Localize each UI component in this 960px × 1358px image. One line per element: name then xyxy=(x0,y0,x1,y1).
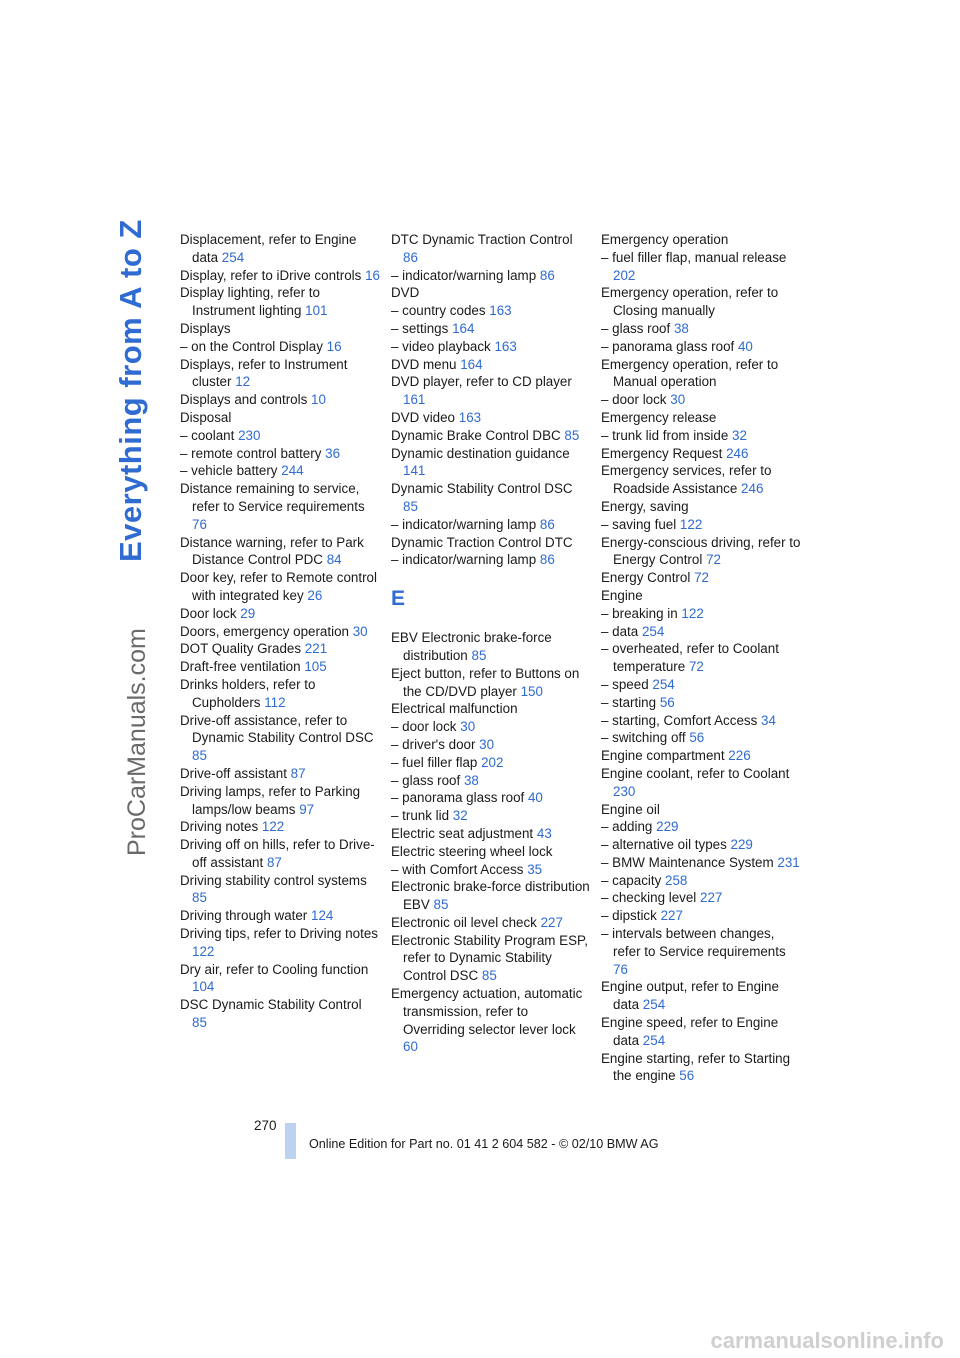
index-entry xyxy=(601,338,801,356)
index-entry xyxy=(391,700,591,718)
index-entry-text: – data xyxy=(601,623,639,639)
page-reference-link[interactable]: 86 xyxy=(539,267,555,283)
index-entry-text: Emergency operation xyxy=(601,232,729,247)
page-reference-link[interactable]: 34 xyxy=(761,712,776,728)
index-entry xyxy=(391,736,591,754)
index-entry-text: – remote control battery xyxy=(180,445,322,461)
index-entry-text: Engine coolant, refer to Coolant xyxy=(601,765,790,781)
index-entry-text: – video playback xyxy=(391,338,491,354)
index-entry xyxy=(180,996,380,1032)
index-entry xyxy=(180,480,380,533)
index-entry-text: DVD player, refer to CD player xyxy=(391,374,572,390)
index-entry xyxy=(391,861,591,879)
page-reference-link[interactable]: 76 xyxy=(192,516,207,532)
index-entry-text: Energy-conscious driving, refer to Energy Control xyxy=(601,534,801,568)
index-entry-text: – intervals between changes, refer to Service requirements xyxy=(601,926,786,959)
index-entry-text: – panorama glass roof xyxy=(391,790,525,806)
index-entry-text: – fuel filler flap xyxy=(391,754,478,770)
page-reference-link[interactable]: 112 xyxy=(264,694,286,710)
page-reference-link[interactable]: 85 xyxy=(192,748,207,764)
page-reference-link[interactable]: 85 xyxy=(433,897,449,913)
page-reference-link[interactable]: 56 xyxy=(689,730,705,746)
index-entry-text: DTC Dynamic Traction Control xyxy=(391,232,573,247)
index-entry xyxy=(601,498,801,516)
page-reference-link[interactable]: 76 xyxy=(613,961,628,977)
page-reference-link[interactable]: 161 xyxy=(403,392,426,408)
index-entry-text: – alternative oil types xyxy=(601,837,727,853)
index-entry xyxy=(601,462,801,498)
index-entry-text: Dynamic Brake Control DBC xyxy=(391,427,561,443)
index-entry xyxy=(601,694,801,712)
index-entry xyxy=(601,907,801,925)
index-entry xyxy=(601,747,801,765)
index-entry xyxy=(180,640,380,658)
page-reference-link[interactable]: 35 xyxy=(527,861,543,877)
index-entry xyxy=(601,889,801,907)
index-entry xyxy=(391,754,591,772)
index-entry-text: – indicator/warning lamp xyxy=(391,516,537,532)
index-entry-text: Dynamic Stability Control DSC xyxy=(391,481,573,497)
index-entry-text: – vehicle battery xyxy=(180,463,278,479)
index-entry xyxy=(601,872,801,890)
index-entry-text: Driving stability control systems xyxy=(180,872,367,888)
index-entry xyxy=(601,534,801,570)
index-entry xyxy=(180,872,380,908)
index-entry-text: Displacement, refer to Engine data xyxy=(180,232,357,265)
index-entry-text: – adding xyxy=(601,819,653,835)
index-column-3 xyxy=(601,231,801,1085)
index-entry xyxy=(391,445,591,481)
index-entry xyxy=(601,836,801,854)
index-entry xyxy=(391,772,591,790)
index-entry-text: – panorama glass roof xyxy=(601,338,735,354)
index-entry xyxy=(180,534,380,570)
index-entry-text: – driver's door xyxy=(391,736,476,752)
sidebar-site-name: ProCarManuals.com xyxy=(123,628,151,856)
page-reference-link[interactable]: 258 xyxy=(665,872,688,888)
index-entry-text: Drinks holders, refer to Cupholders xyxy=(180,676,316,710)
index-entry xyxy=(391,231,591,267)
index-entry xyxy=(391,825,591,843)
index-entry xyxy=(601,320,801,338)
index-entry xyxy=(601,356,801,392)
index-entry xyxy=(601,445,801,463)
page-reference-link[interactable]: 101 xyxy=(305,303,328,319)
page-reference-link[interactable]: 32 xyxy=(732,427,747,443)
index-entry-text: – overheated, refer to Coolant temperature xyxy=(601,641,779,675)
page-reference-link[interactable]: 163 xyxy=(489,303,512,319)
index-entry-text: Driving off on hills, refer to Drive-off assistant xyxy=(180,837,375,870)
page-reference-link[interactable]: 32 xyxy=(452,808,468,824)
page-reference-link[interactable]: 86 xyxy=(403,249,418,265)
index-entry xyxy=(601,676,801,694)
index-entry-text: – indicator/warning lamp xyxy=(391,552,537,568)
page-reference-link[interactable]: 40 xyxy=(527,790,543,806)
index-letter-heading: E xyxy=(391,587,406,611)
index-entry-text: Door lock xyxy=(180,605,237,621)
page-reference-link[interactable]: 229 xyxy=(730,837,753,853)
index-entry xyxy=(601,587,801,605)
index-entry xyxy=(391,356,591,374)
page-reference-link[interactable]: 122 xyxy=(261,819,285,835)
page-reference-link[interactable]: 231 xyxy=(777,854,800,870)
index-entry-text: – switching off xyxy=(601,730,686,746)
page-reference-link[interactable]: 86 xyxy=(539,552,555,568)
index-entry-text: Displays xyxy=(180,320,231,336)
page-reference-link[interactable]: 141 xyxy=(403,463,426,479)
index-entry-text: – coolant xyxy=(180,427,235,443)
index-entry-text: – speed xyxy=(601,676,649,692)
page-reference-link[interactable]: 85 xyxy=(471,647,487,663)
index-entry xyxy=(180,284,380,320)
index-entry-text: – saving fuel xyxy=(601,516,677,532)
index-entry xyxy=(601,925,801,978)
index-entry xyxy=(391,718,591,736)
page-reference-link[interactable]: 104 xyxy=(192,979,215,995)
index-entry xyxy=(180,623,380,641)
page-reference-link[interactable]: 85 xyxy=(564,427,580,443)
index-entry-text: Emergency actuation, automatic transmission, refer to Overriding selector lever lock xyxy=(391,986,583,1037)
index-entry-text: Engine xyxy=(601,587,643,603)
index-entry xyxy=(391,409,591,427)
index-entry xyxy=(391,534,591,552)
index-entry xyxy=(180,676,380,712)
page-reference-link[interactable]: 16 xyxy=(365,267,380,283)
index-entry-text: DSC Dynamic Stability Control xyxy=(180,997,362,1013)
index-entry xyxy=(601,712,801,730)
page-reference-link[interactable]: 164 xyxy=(460,356,483,372)
index-entry-text: Draft-free ventilation xyxy=(180,659,301,675)
index-entry xyxy=(391,284,591,302)
page-reference-link[interactable]: 246 xyxy=(741,481,764,497)
index-entry-text: Emergency services, refer to Roadside Assistance xyxy=(601,463,772,497)
index-entry-text: Emergency operation, refer to Manual operation xyxy=(601,356,779,390)
index-entry xyxy=(180,925,380,961)
index-entry-text: – breaking in xyxy=(601,605,678,621)
index-entry xyxy=(180,356,380,392)
index-entry-text: Engine speed, refer to Engine data xyxy=(601,1015,779,1048)
index-entry-text: Driving through water xyxy=(180,908,308,924)
page-reference-link[interactable]: 244 xyxy=(281,463,304,479)
index-entry xyxy=(601,284,801,320)
page-reference-link[interactable]: 163 xyxy=(458,409,482,425)
index-entry-text: Electronic oil level check xyxy=(391,914,537,930)
page-reference-link[interactable]: 56 xyxy=(679,1068,695,1084)
index-entry-text: Engine output, refer to Engine data xyxy=(601,979,779,1013)
index-entry xyxy=(180,765,380,783)
index-entry xyxy=(601,569,801,587)
page-reference-link[interactable]: 72 xyxy=(706,552,721,568)
index-entry xyxy=(601,516,801,534)
index-entry-text: – checking level xyxy=(601,890,697,906)
page-reference-link[interactable]: 30 xyxy=(352,623,368,639)
index-entry xyxy=(601,765,801,801)
index-entry xyxy=(180,818,380,836)
index-entry-text: Dry air, refer to Cooling function xyxy=(180,961,369,977)
index-entry-text: – starting, Comfort Access xyxy=(601,712,758,728)
index-entry-text: Dynamic destination guidance xyxy=(391,445,570,461)
index-entry-text: – glass roof xyxy=(391,772,461,788)
index-entry xyxy=(601,391,801,409)
page-reference-link[interactable]: 227 xyxy=(660,908,683,924)
index-entry-text: Distance warning, refer to Park Distance Control PDC xyxy=(180,534,364,568)
index-entry-text: – indicator/warning lamp xyxy=(391,267,537,283)
page-reference-link[interactable]: 122 xyxy=(679,516,703,532)
index-entry-text: DVD xyxy=(391,285,420,301)
index-entry-text: Driving notes xyxy=(180,819,259,835)
index-entry xyxy=(180,907,380,925)
page-reference-link[interactable]: 84 xyxy=(326,552,342,568)
index-entry xyxy=(601,854,801,872)
index-entry xyxy=(180,409,380,427)
index-entry-text: Driving tips, refer to Driving notes xyxy=(180,926,378,942)
page-reference-link[interactable]: 86 xyxy=(539,516,555,532)
index-entry xyxy=(601,427,801,445)
index-entry xyxy=(601,1014,801,1050)
page-reference-link[interactable]: 85 xyxy=(192,890,207,906)
index-entry xyxy=(391,665,591,701)
footer-accent-bar xyxy=(285,1123,296,1159)
index-entry-text: Emergency operation, refer to Closing manually xyxy=(601,285,779,319)
index-entry xyxy=(180,445,380,463)
footer-edition-text: Online Edition for Part no. 01 41 2 604 582 - © 02/10 BMW AG xyxy=(309,1137,659,1151)
page-reference-link[interactable]: 97 xyxy=(299,801,315,817)
index-entry xyxy=(601,729,801,747)
index-entry-text: DVD video xyxy=(391,409,456,425)
index-column-2 xyxy=(391,231,591,1056)
page-reference-link[interactable]: 254 xyxy=(652,676,675,692)
index-entry xyxy=(601,801,801,819)
page-reference-link[interactable]: 12 xyxy=(235,374,251,390)
page-reference-link[interactable]: 40 xyxy=(737,338,753,354)
page-reference-link[interactable]: 30 xyxy=(479,736,495,752)
page-reference-link[interactable]: 72 xyxy=(694,570,709,586)
index-entry xyxy=(391,480,591,516)
index-entry xyxy=(601,605,801,623)
index-entry xyxy=(180,338,380,356)
index-entry xyxy=(601,818,801,836)
page-reference-link[interactable]: 254 xyxy=(221,249,245,265)
page-reference-link[interactable]: 56 xyxy=(659,694,675,710)
page-reference-link[interactable]: 202 xyxy=(481,754,504,770)
index-entry-text: – on the Control Display xyxy=(180,338,323,354)
index-entry xyxy=(601,978,801,1014)
page-reference-link[interactable]: 254 xyxy=(642,1032,666,1048)
index-entry xyxy=(601,249,801,285)
index-entry-text: Drive-off assistance, refer to Dynamic Stability Control DSC xyxy=(180,712,374,746)
page-reference-link[interactable]: 38 xyxy=(463,772,479,788)
page-reference-link[interactable]: 254 xyxy=(642,997,666,1013)
index-entry-text: – door lock xyxy=(391,719,457,735)
index-entry xyxy=(391,629,591,665)
index-entry xyxy=(180,231,380,267)
index-entry xyxy=(180,462,380,480)
index-entry-text: Energy, saving xyxy=(601,498,689,514)
index-entry xyxy=(601,409,801,427)
page-reference-link[interactable]: 230 xyxy=(613,783,636,799)
page-reference-link[interactable]: 85 xyxy=(192,1015,207,1031)
page-reference-link[interactable]: 43 xyxy=(536,825,552,841)
page-reference-link[interactable]: 221 xyxy=(304,641,328,657)
index-entry-text: DOT Quality Grades xyxy=(180,641,302,657)
index-entry xyxy=(601,1050,801,1086)
index-entry-text: – door lock xyxy=(601,392,667,408)
index-entry-text: – trunk lid xyxy=(391,808,450,824)
index-entry-text: Engine compartment xyxy=(601,748,725,764)
page-reference-link[interactable]: 150 xyxy=(520,683,543,699)
index-column-1 xyxy=(180,231,380,1032)
page-reference-link[interactable]: 85 xyxy=(481,968,497,984)
page-reference-link[interactable]: 202 xyxy=(613,267,636,283)
page-reference-link[interactable]: 230 xyxy=(238,427,261,443)
page-reference-link[interactable]: 30 xyxy=(670,392,686,408)
index-entry xyxy=(180,961,380,997)
index-entry-text: Driving lamps, refer to Parking lamps/low beams xyxy=(180,783,361,817)
index-entry-text: Dynamic Traction Control DTC xyxy=(391,534,573,550)
index-entry-text: – with Comfort Access xyxy=(391,861,524,877)
page-reference-link[interactable]: 87 xyxy=(290,765,306,781)
page-reference-link[interactable]: 226 xyxy=(728,748,751,764)
page-reference-link[interactable]: 85 xyxy=(403,498,418,514)
page-reference-link[interactable]: 164 xyxy=(452,320,475,336)
index-entry-text: Display lighting, refer to Instrument lighting xyxy=(180,285,320,319)
index-entry-text: Emergency release xyxy=(601,409,717,425)
page-reference-link[interactable]: 72 xyxy=(688,659,704,675)
index-entry xyxy=(391,516,591,534)
page-reference-link[interactable]: 30 xyxy=(460,719,476,735)
index-entry-text: Displays and controls xyxy=(180,392,308,408)
page-reference-link[interactable]: 229 xyxy=(656,819,679,835)
index-entry xyxy=(180,391,380,409)
index-entry xyxy=(391,427,591,445)
index-entry xyxy=(391,267,591,285)
index-entry-text: – BMW Maintenance System xyxy=(601,854,774,870)
index-entry xyxy=(391,373,591,409)
index-entry xyxy=(391,914,591,932)
index-entry-text: Electrical malfunction xyxy=(391,701,518,717)
index-entry xyxy=(391,985,591,1056)
page-reference-link[interactable]: 124 xyxy=(311,908,334,924)
index-entry xyxy=(391,302,591,320)
index-entry-text: EBV Electronic brake-force distribution xyxy=(391,630,552,663)
index-entry-text: Displays, refer to Instrument cluster xyxy=(180,356,348,390)
index-entry-text: Display, refer to iDrive controls xyxy=(180,267,362,283)
page-reference-link[interactable]: 36 xyxy=(325,445,341,461)
index-entry-text: Distance remaining to service, refer to Service requirements xyxy=(180,481,365,514)
index-entry-text: – dipstick xyxy=(601,908,657,924)
index-entry-text: Doors, emergency operation xyxy=(180,623,349,639)
index-entry xyxy=(601,231,801,249)
index-entry xyxy=(391,551,591,569)
page-reference-link[interactable]: 163 xyxy=(494,338,517,354)
index-entry-text: – settings xyxy=(391,320,449,336)
index-entry-text: Electric seat adjustment xyxy=(391,825,534,841)
index-entry xyxy=(391,807,591,825)
page-reference-link[interactable]: 105 xyxy=(304,659,327,675)
watermark: carmanualsonline.info xyxy=(710,1328,944,1353)
index-entry xyxy=(391,789,591,807)
index-entry-text: Drive-off assistant xyxy=(180,765,287,781)
index-entry xyxy=(601,640,801,676)
page-reference-link[interactable]: 122 xyxy=(192,943,215,959)
index-entry xyxy=(180,658,380,676)
index-entry xyxy=(180,569,380,605)
page-reference-link[interactable]: 10 xyxy=(311,392,326,408)
index-entry-text: – trunk lid from inside xyxy=(601,427,729,443)
page-reference-link[interactable]: 29 xyxy=(240,605,256,621)
index-entry xyxy=(391,320,591,338)
index-entry-text: – capacity xyxy=(601,872,662,888)
page-reference-link[interactable]: 122 xyxy=(681,605,704,621)
index-entry-text: Engine oil xyxy=(601,801,660,817)
page-reference-link[interactable]: 246 xyxy=(726,445,749,461)
page-reference-link[interactable]: 87 xyxy=(266,854,282,870)
index-entry-text: DVD menu xyxy=(391,356,457,372)
index-entry-text: Door key, refer to Remote control with integrated key xyxy=(180,570,377,603)
index-entry-text: Emergency Request xyxy=(601,445,723,461)
page-number: 270 xyxy=(254,1118,277,1133)
page-reference-link[interactable]: 254 xyxy=(641,623,665,639)
index-entry xyxy=(180,712,380,765)
page-reference-link[interactable]: 26 xyxy=(307,587,323,603)
index-entry-text: – fuel filler flap, manual release xyxy=(601,249,787,265)
index-entry-text: Electronic brake-force distribution EBV xyxy=(391,879,590,913)
index-entry xyxy=(601,623,801,641)
index-entry xyxy=(180,605,380,623)
index-entry xyxy=(180,427,380,445)
index-entry-text: – country codes xyxy=(391,303,486,319)
page-reference-link[interactable]: 16 xyxy=(326,338,342,354)
page-reference-link[interactable]: 227 xyxy=(540,914,563,930)
index-entry-text: Engine starting, refer to Starting the engine xyxy=(601,1050,791,1084)
index-entry-text: Energy Control xyxy=(601,570,691,586)
index-entry-text: Disposal xyxy=(180,409,232,425)
page-reference-link[interactable]: 60 xyxy=(403,1039,418,1055)
index-entry xyxy=(391,932,591,985)
index-entry xyxy=(391,878,591,914)
index-entry xyxy=(391,338,591,356)
index-entry xyxy=(180,320,380,338)
sidebar-section-title: Everything from A to Z xyxy=(113,219,148,562)
index-entry xyxy=(180,836,380,872)
page-reference-link[interactable]: 227 xyxy=(700,890,723,906)
index-entry xyxy=(391,843,591,861)
index-entry-text: Electric steering wheel lock xyxy=(391,843,553,859)
index-entry xyxy=(180,783,380,819)
index-entry-text: – starting xyxy=(601,694,657,710)
index-entry xyxy=(180,267,380,285)
index-entry-text: Eject button, refer to Buttons on the CD/DVD player xyxy=(391,665,580,699)
index-entry-text: Electronic Stability Program ESP, refer to Dynamic Stability Control DSC xyxy=(391,932,588,984)
page-reference-link[interactable]: 38 xyxy=(673,320,689,336)
index-entry-text: – glass roof xyxy=(601,320,671,336)
